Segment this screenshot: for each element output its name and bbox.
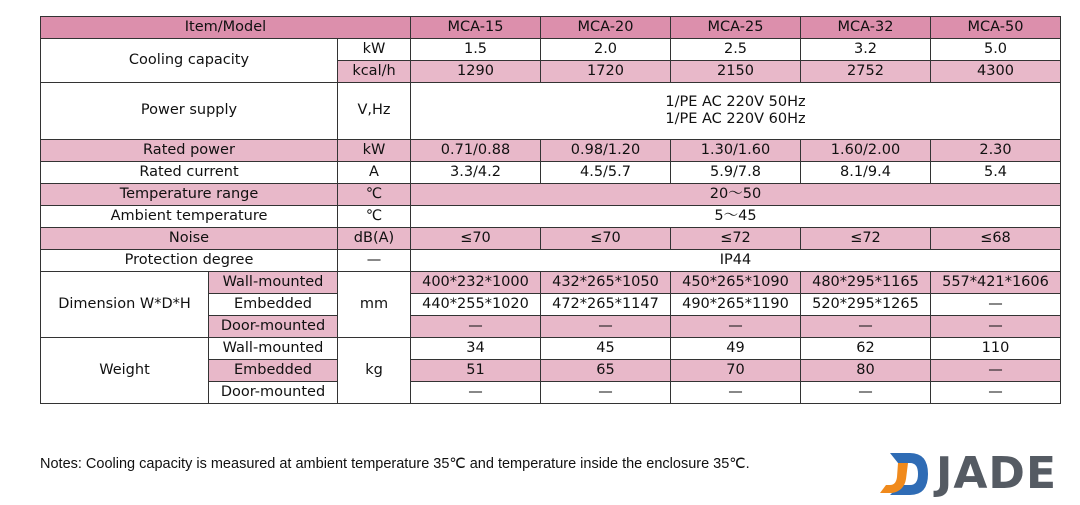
table-cell: 70 bbox=[671, 360, 801, 382]
jade-logo bbox=[876, 449, 1058, 499]
header-model: MCA-32 bbox=[801, 17, 931, 39]
table-cell: 0.71/0.88 bbox=[411, 140, 541, 162]
noise-label: Noise bbox=[41, 228, 338, 250]
table-cell: 400*232*1000 bbox=[411, 272, 541, 294]
table-cell: 20～50 bbox=[411, 184, 1061, 206]
unit-cell: ℃ bbox=[338, 206, 411, 228]
table-cell: 3.3/4.2 bbox=[411, 162, 541, 184]
table-cell: — bbox=[931, 294, 1061, 316]
table-cell: 2.0 bbox=[541, 39, 671, 61]
table-cell: 49 bbox=[671, 338, 801, 360]
table-cell: 5.4 bbox=[931, 162, 1061, 184]
jade-logo-mark-icon bbox=[876, 449, 934, 499]
rated-power-label: Rated power bbox=[41, 140, 338, 162]
sub-label-cell: Door-mounted bbox=[209, 316, 338, 338]
table-cell: — bbox=[931, 382, 1061, 404]
table-cell: 4.5/5.7 bbox=[541, 162, 671, 184]
table-cell: — bbox=[411, 382, 541, 404]
table-cell: — bbox=[931, 360, 1061, 382]
unit-cell: V,Hz bbox=[338, 83, 411, 140]
table-cell: ≤68 bbox=[931, 228, 1061, 250]
table-cell: — bbox=[801, 382, 931, 404]
table-cell: 45 bbox=[541, 338, 671, 360]
table-cell: ≤72 bbox=[801, 228, 931, 250]
table-cell: 65 bbox=[541, 360, 671, 382]
table-cell: ≤72 bbox=[671, 228, 801, 250]
table-cell: — bbox=[931, 316, 1061, 338]
header-model: MCA-25 bbox=[671, 17, 801, 39]
table-row bbox=[41, 228, 1061, 250]
unit-cell: kcal/h bbox=[338, 61, 411, 83]
table-row bbox=[41, 206, 1061, 228]
unit-cell: dB(A) bbox=[338, 228, 411, 250]
header-model: MCA-20 bbox=[541, 17, 671, 39]
table-cell: ≤70 bbox=[411, 228, 541, 250]
table-cell: — bbox=[671, 316, 801, 338]
protection-degree-label: Protection degree bbox=[41, 250, 338, 272]
temperature-range-label: Temperature range bbox=[41, 184, 338, 206]
table-cell: 520*295*1265 bbox=[801, 294, 931, 316]
header-item-model: Item/Model bbox=[41, 17, 411, 39]
sub-label-cell: Wall-mounted bbox=[209, 272, 338, 294]
header-model: MCA-15 bbox=[411, 17, 541, 39]
table-cell: 5.9/7.8 bbox=[671, 162, 801, 184]
table-cell: 480*295*1165 bbox=[801, 272, 931, 294]
table-row bbox=[41, 83, 1061, 140]
table-cell: 1.5 bbox=[411, 39, 541, 61]
unit-cell: kW bbox=[338, 39, 411, 61]
table-cell: 2150 bbox=[671, 61, 801, 83]
unit-cell: mm bbox=[338, 272, 411, 338]
unit-cell: — bbox=[338, 250, 411, 272]
table-cell: 2.5 bbox=[671, 39, 801, 61]
table-cell: 490*265*1190 bbox=[671, 294, 801, 316]
table-row bbox=[41, 272, 1061, 294]
table-row bbox=[41, 184, 1061, 206]
table-row bbox=[41, 140, 1061, 162]
table-cell: 4300 bbox=[931, 61, 1061, 83]
unit-cell: kg bbox=[338, 338, 411, 404]
jade-logo-text: JADE bbox=[936, 448, 1058, 499]
sub-label-cell: Wall-mounted bbox=[209, 338, 338, 360]
table-cell: — bbox=[801, 316, 931, 338]
power-supply-value bbox=[411, 83, 1061, 140]
table-row bbox=[41, 162, 1061, 184]
table-cell: 110 bbox=[931, 338, 1061, 360]
ambient-temperature-label: Ambient temperature bbox=[41, 206, 338, 228]
notes-text: Notes: Cooling capacity is measured at ambient temperature 35℃ and temperature inside the enclosure 35℃. bbox=[40, 456, 750, 472]
spec-table bbox=[40, 16, 1061, 404]
table-cell: 2.30 bbox=[931, 140, 1061, 162]
table-cell: — bbox=[671, 382, 801, 404]
header-model: MCA-50 bbox=[931, 17, 1061, 39]
unit-cell: A bbox=[338, 162, 411, 184]
power-supply-label: Power supply bbox=[41, 83, 338, 140]
table-cell: 1720 bbox=[541, 61, 671, 83]
table-cell: IP44 bbox=[411, 250, 1061, 272]
table-row bbox=[41, 338, 1061, 360]
table-cell: 2752 bbox=[801, 61, 931, 83]
table-cell: 34 bbox=[411, 338, 541, 360]
sub-label-cell: Door-mounted bbox=[209, 382, 338, 404]
power-supply-line: 1/PE AC 220V 60Hz bbox=[665, 111, 806, 127]
table-cell: ≤70 bbox=[541, 228, 671, 250]
table-cell: 1.60/2.00 bbox=[801, 140, 931, 162]
unit-cell: ℃ bbox=[338, 184, 411, 206]
table-cell: 80 bbox=[801, 360, 931, 382]
cooling-capacity-label: Cooling capacity bbox=[41, 39, 338, 83]
table-cell: 3.2 bbox=[801, 39, 931, 61]
table-cell: 1290 bbox=[411, 61, 541, 83]
dimension-label: Dimension W*D*H bbox=[41, 272, 209, 338]
unit-cell: kW bbox=[338, 140, 411, 162]
table-cell: 1.30/1.60 bbox=[671, 140, 801, 162]
table-cell: 51 bbox=[411, 360, 541, 382]
table-row bbox=[41, 39, 1061, 61]
table-cell: 440*255*1020 bbox=[411, 294, 541, 316]
table-cell: 450*265*1090 bbox=[671, 272, 801, 294]
weight-label: Weight bbox=[41, 338, 209, 404]
table-cell: 5～45 bbox=[411, 206, 1061, 228]
table-row bbox=[41, 250, 1061, 272]
header-row bbox=[41, 17, 1061, 39]
table-cell: 62 bbox=[801, 338, 931, 360]
table-cell: 8.1/9.4 bbox=[801, 162, 931, 184]
rated-current-label: Rated current bbox=[41, 162, 338, 184]
table-cell: 432*265*1050 bbox=[541, 272, 671, 294]
table-cell: 472*265*1147 bbox=[541, 294, 671, 316]
table-cell: — bbox=[541, 316, 671, 338]
table-cell: — bbox=[541, 382, 671, 404]
sub-label-cell: Embedded bbox=[209, 294, 338, 316]
table-cell: 557*421*1606 bbox=[931, 272, 1061, 294]
sub-label-cell: Embedded bbox=[209, 360, 338, 382]
table-cell: — bbox=[411, 316, 541, 338]
power-supply-line: 1/PE AC 220V 50Hz bbox=[665, 93, 806, 110]
table-cell: 0.98/1.20 bbox=[541, 140, 671, 162]
table-cell: 5.0 bbox=[931, 39, 1061, 61]
